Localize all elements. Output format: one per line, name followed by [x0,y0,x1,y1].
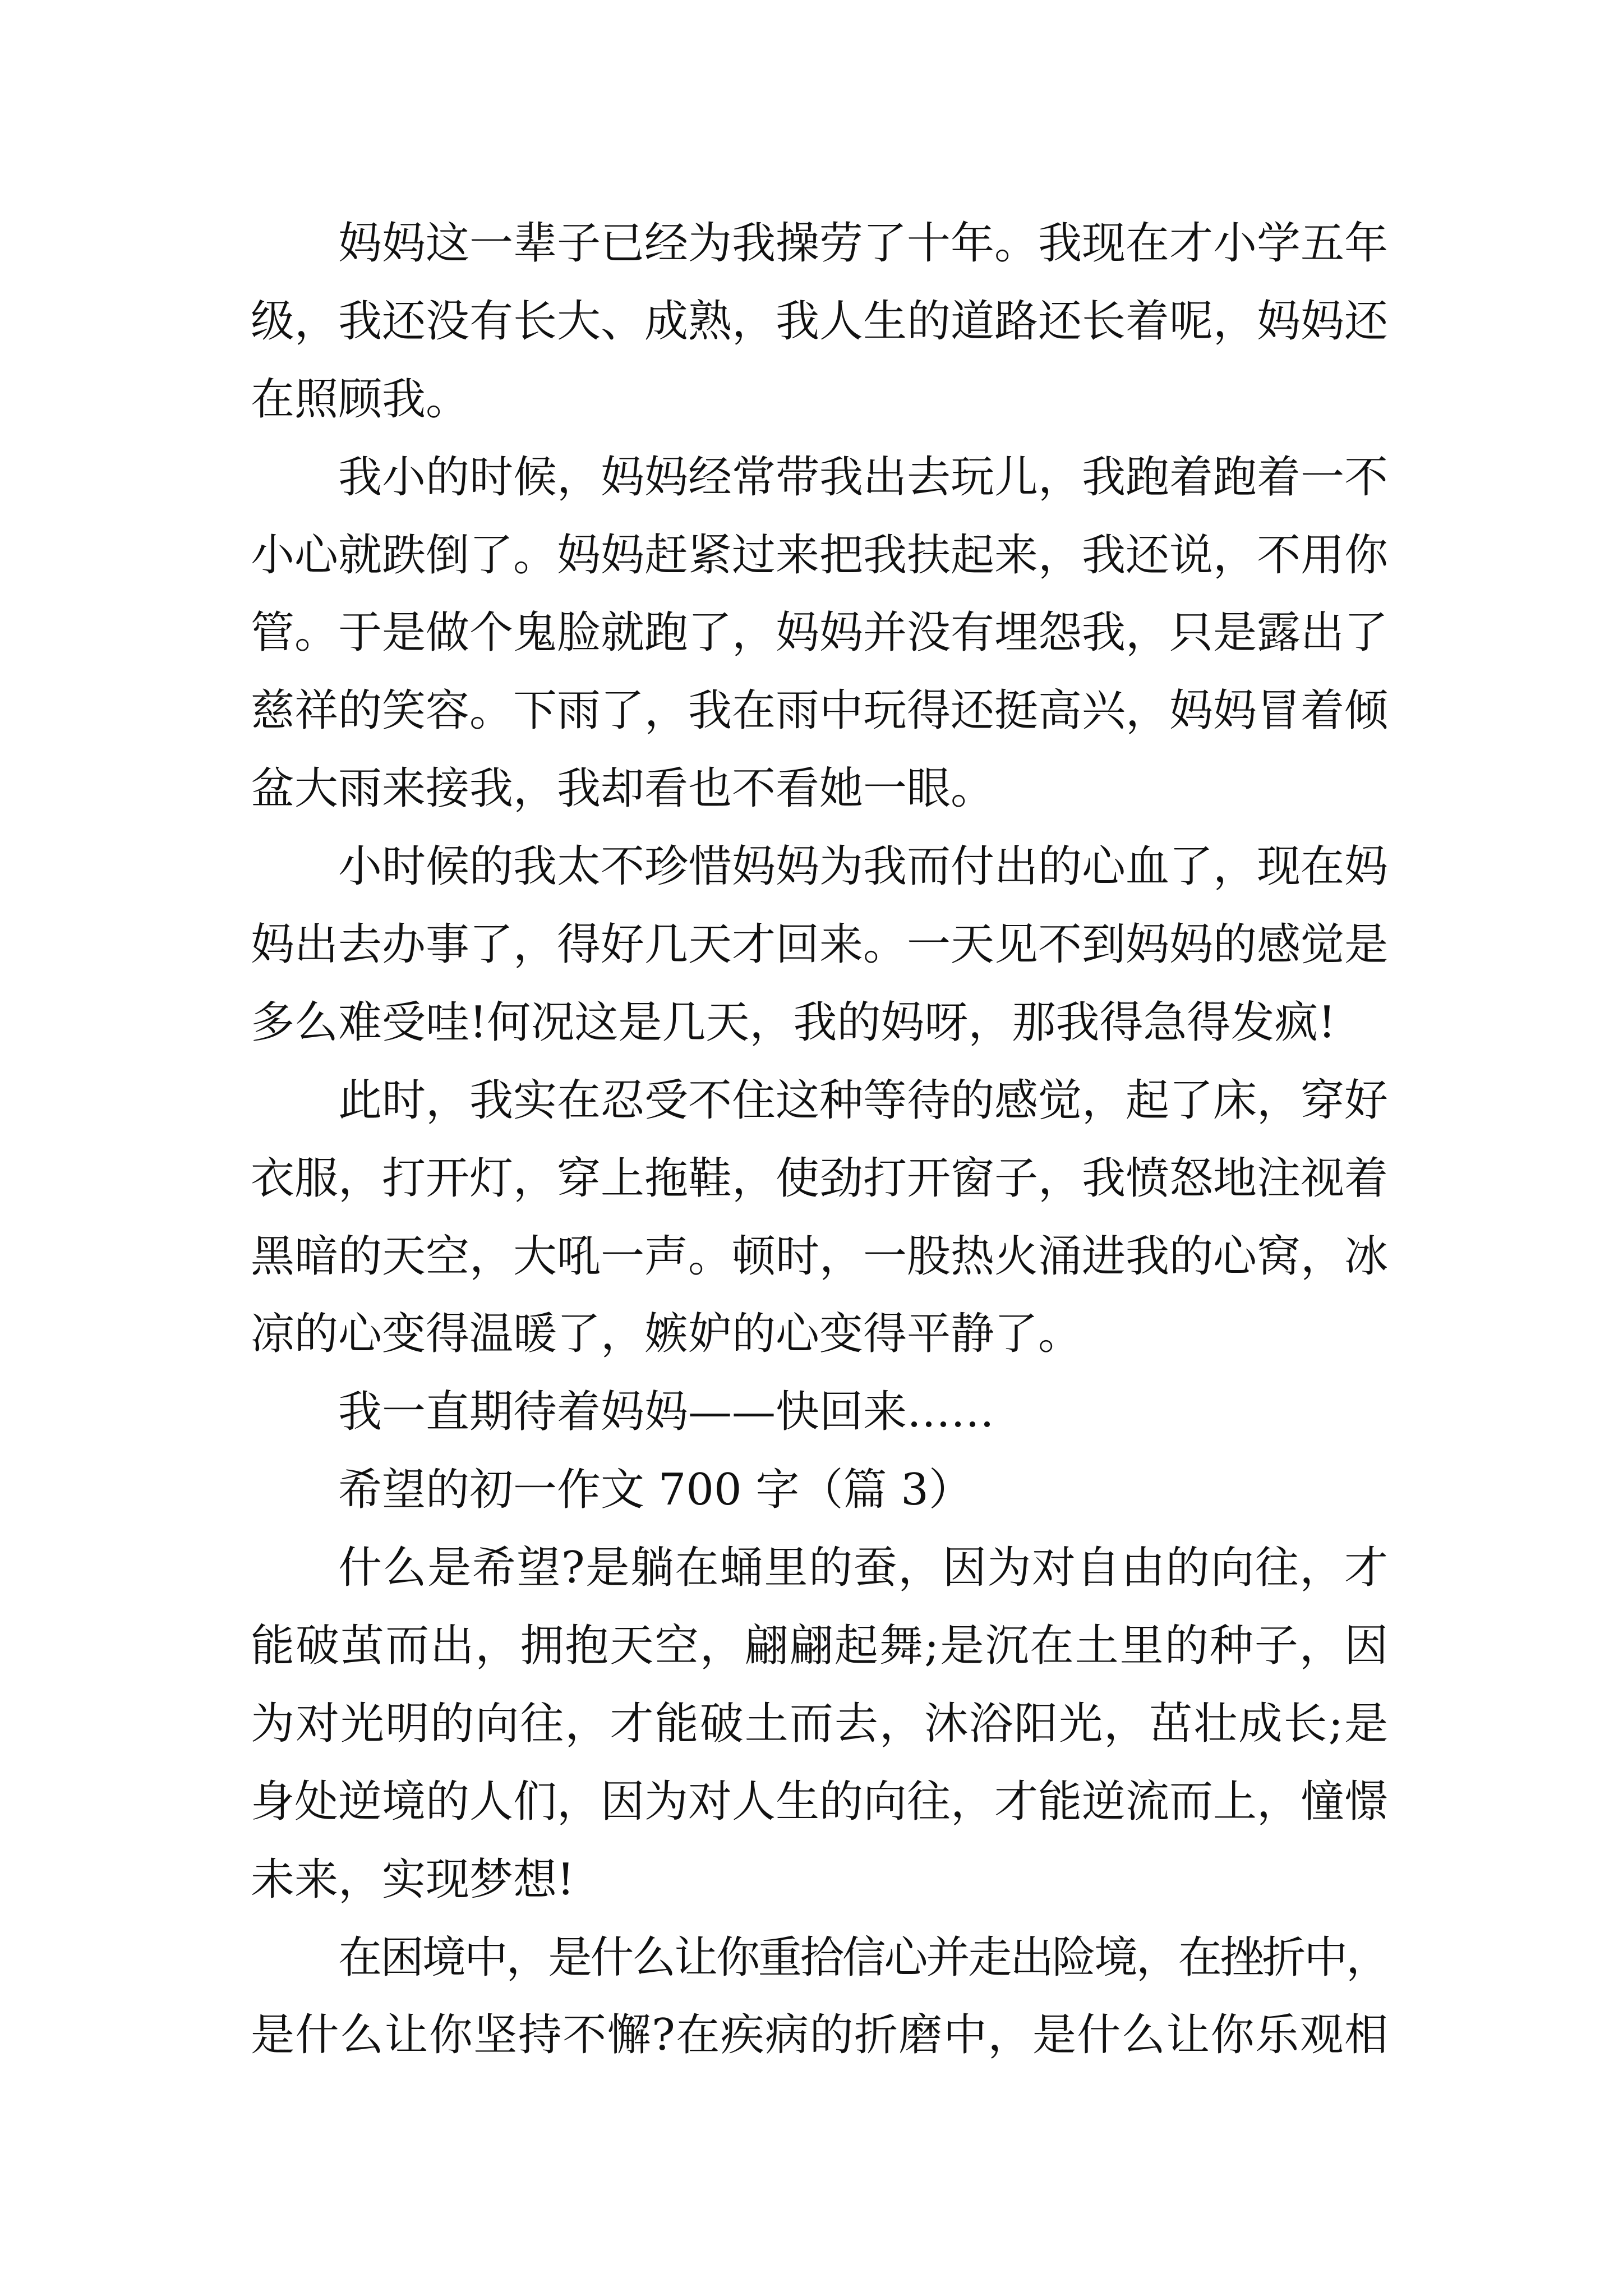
text-line: 妈妈这一辈子已经为我操劳了十年。我现在才小学五年 [338,218,1388,269]
paragraph [251,439,1388,828]
text-line: 凉的心变得温暖了，嫉妒的心变得平静了。 [251,1309,1082,1360]
text-line: 在照顾我。 [251,374,470,425]
text-line: 身处逆境的人们，因为对人生的向往，才能逆流而上，憧憬 [251,1776,1388,1827]
text-line: 慈祥的笑容。下雨了，我在雨中玩得还挺高兴，妈妈冒着倾 [251,685,1388,737]
text-line: 未来，实现梦想! [251,1854,575,1905]
text-line: 多么难受哇!何况这是几天，我的妈呀，那我得急得发疯! [251,997,1336,1048]
document-body [251,205,1388,2074]
text-line: 能破茧而出，拥抱天空，翩翩起舞;是沉在土里的种子，因 [251,1621,1388,1672]
paragraph [251,1373,1388,1451]
paragraph [251,1062,1388,1374]
text-line: 在困境中，是什么让你重拾信心并走出险境，在挫折中， [338,1932,1388,1983]
paragraph [251,828,1388,1062]
text-line: 小心就跌倒了。妈妈赶紧过来把我扶起来，我还说，不用你 [251,530,1388,581]
heading-line: 希望的初一作文 700 字（篇 3） [338,1465,972,1516]
text-line: 我一直期待着妈妈——快回来…… [338,1387,995,1438]
text-line: 黑暗的天空，大吼一声。顿时，一股热火涌进我的心窝，冰 [251,1231,1388,1282]
section-heading [251,1451,1388,1529]
text-line: 此时，我实在忍受不住这种等待的感觉，起了床，穿好 [338,1075,1388,1126]
paragraph [251,205,1388,439]
paragraph [251,1919,1388,2075]
paragraph [251,1529,1388,1918]
text-line: 衣服，打开灯，穿上拖鞋，使劲打开窗子，我愤怒地注视着 [251,1153,1388,1204]
text-line: 什么是希望?是躺在蛹里的蚕，因为对自由的向往，才 [338,1543,1388,1594]
text-line: 管。于是做个鬼脸就跑了，妈妈并没有埋怨我，只是露出了 [251,608,1388,659]
text-line: 是什么让你坚持不懈?在疾病的折磨中，是什么让你乐观相 [251,2010,1388,2061]
text-line: 级，我还没有长大、成熟，我人生的道路还长着呢，妈妈还 [251,296,1388,347]
text-line: 妈出去办事了，得好几天才回来。一天见不到妈妈的感觉是 [251,919,1388,970]
text-line: 盆大雨来接我，我却看也不看她一眼。 [251,763,995,815]
text-line: 小时候的我太不珍惜妈妈为我而付出的心血了，现在妈 [338,841,1388,892]
text-line: 我小的时候，妈妈经常带我出去玩儿，我跑着跑着一不 [338,452,1388,503]
text-line: 为对光明的向往，才能破土而去，沐浴阳光，茁壮成长;是 [251,1698,1388,1749]
